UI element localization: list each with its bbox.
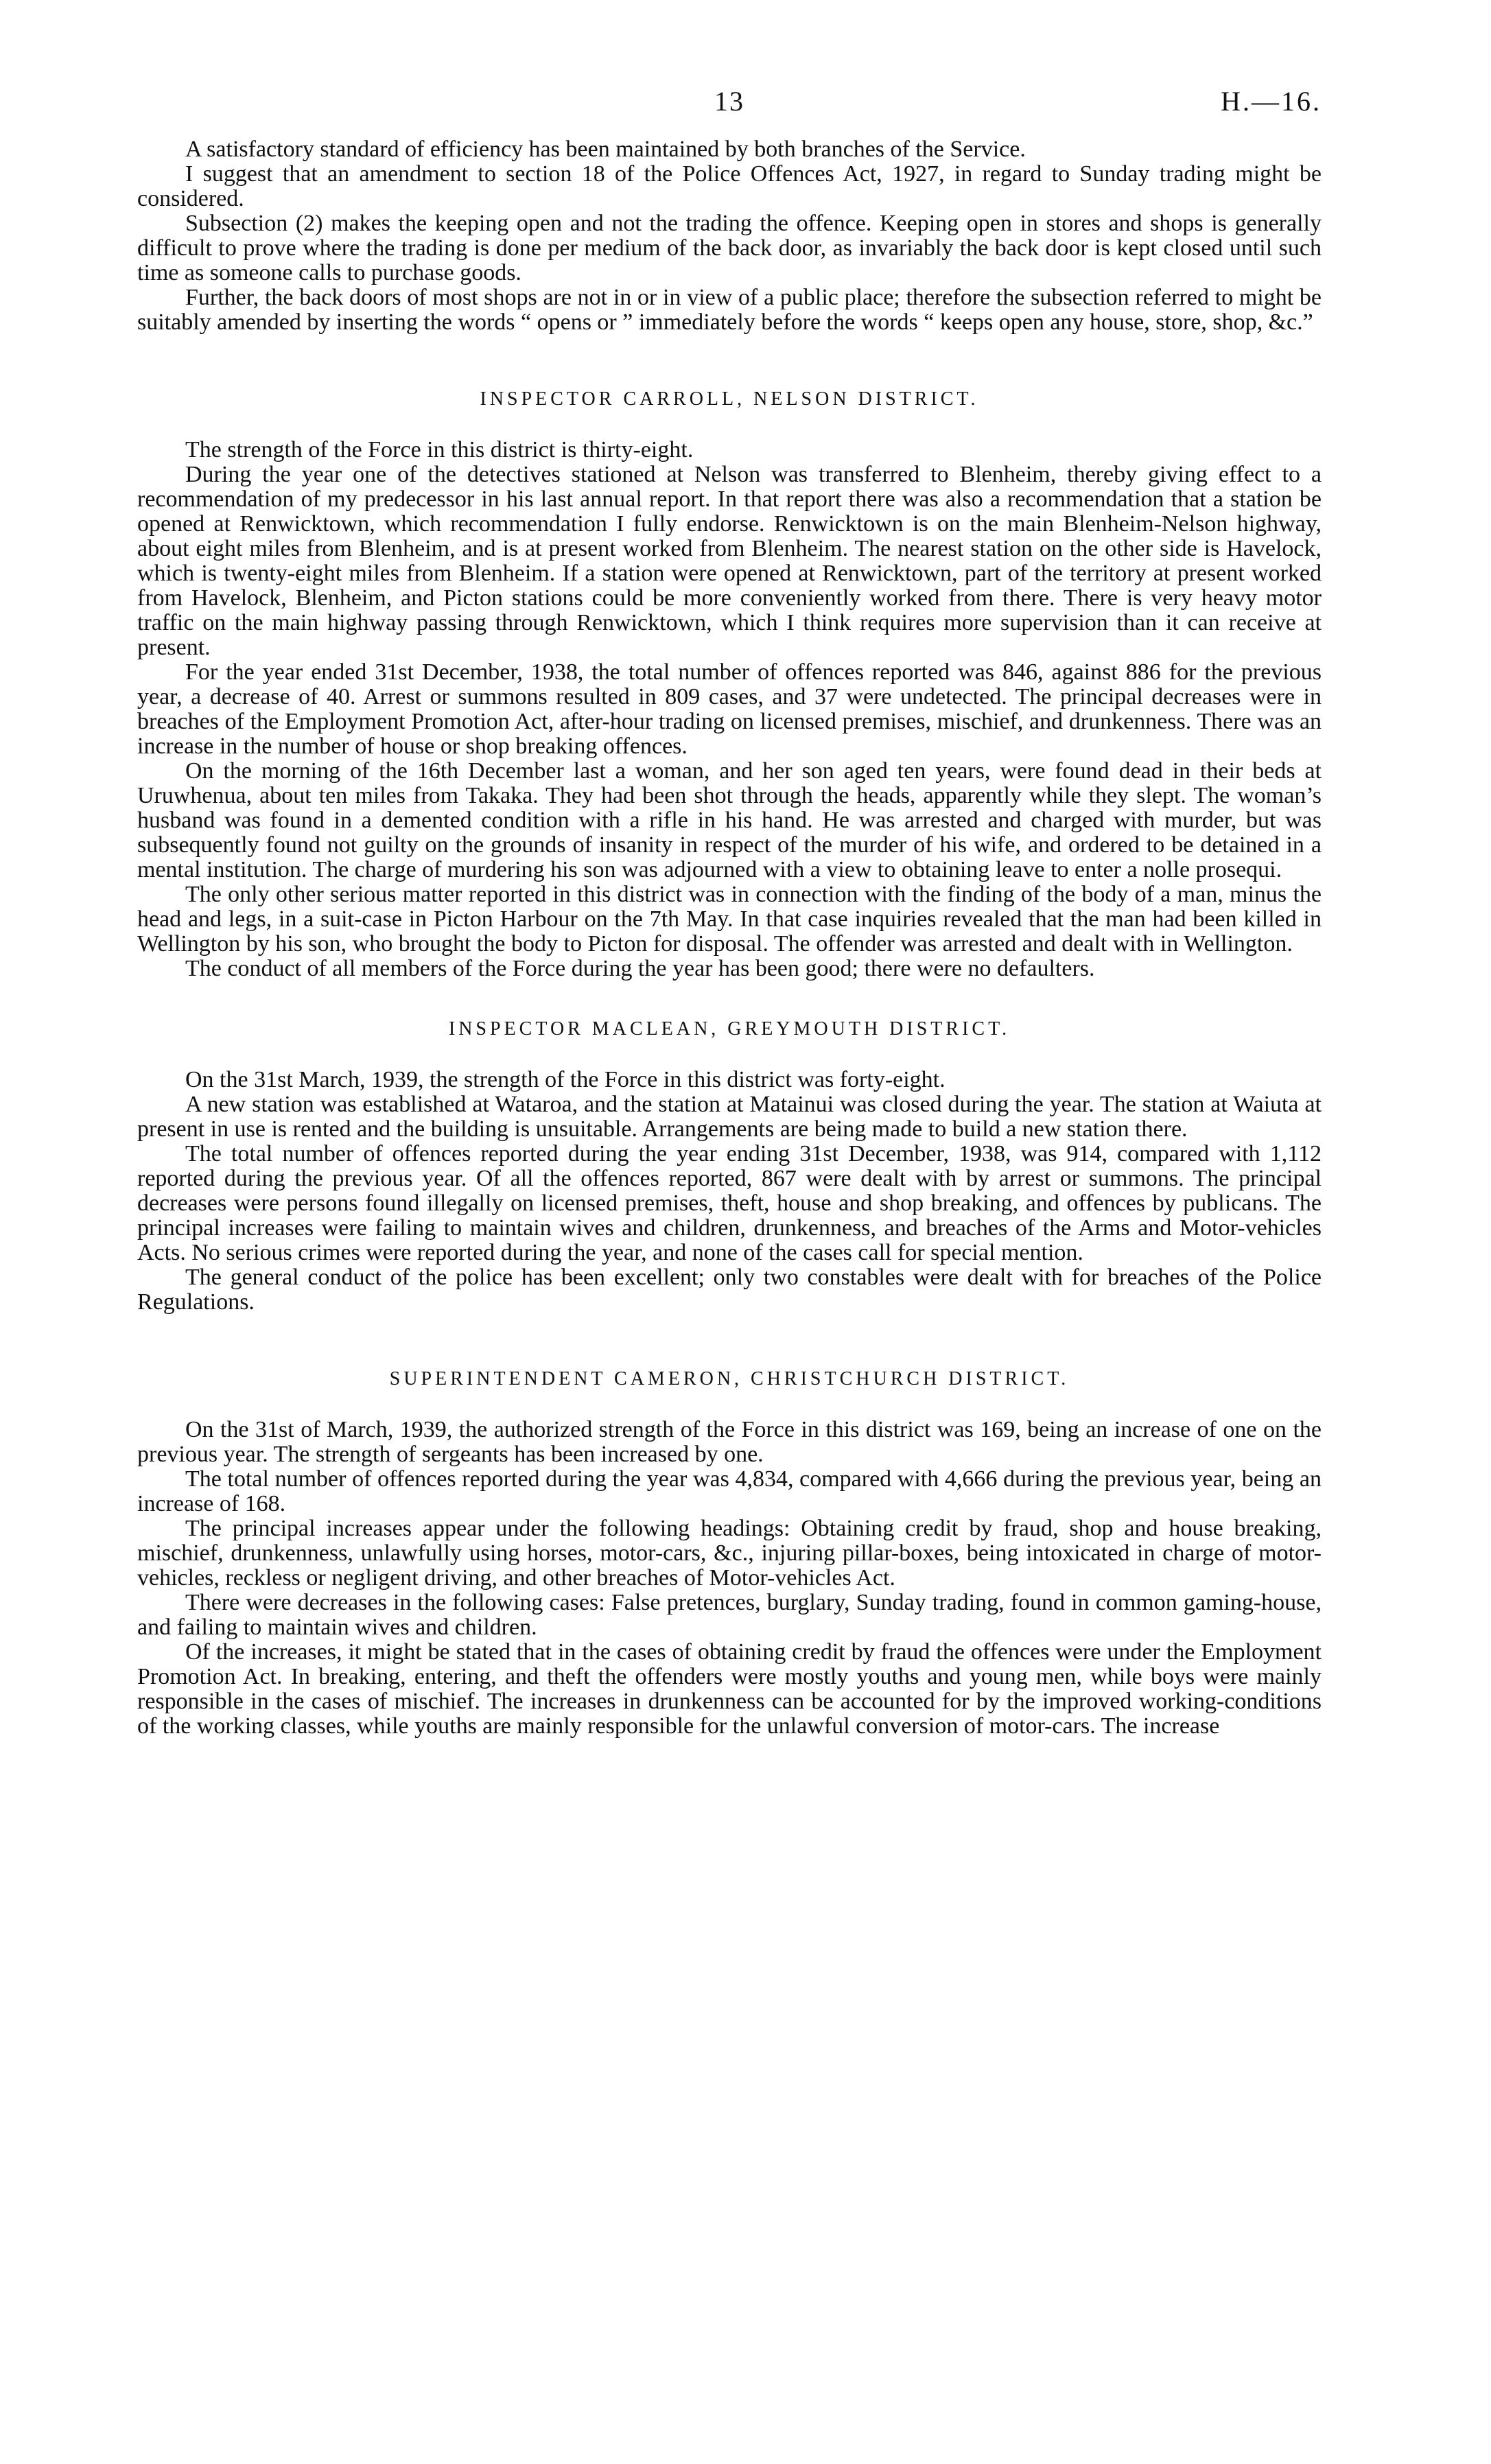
paragraph: Of the increases, it might be stated that in the cases of obtaining credit by fraud the offences were under the Employment Promotion Act. In breaking, entering, and theft the offenders were mostly youths and young men, while boys were mainly responsible in the cases of mischief. The increases in drunkenness can be accounted for by the improved working-conditions of the working classes, while youths are mainly responsible for the unlawful conversion of motor-cars. The increase bbox=[137, 1639, 1322, 1739]
paragraph: The strength of the Force in this district is thirty-eight. bbox=[185, 437, 694, 462]
paragraph: During the year one of the detectives stationed at Nelson was transferred to Blenheim, thereby giving effect to a recommendation of my predecessor in his last annual report. In that report there was also a recommendation that a station be opened at Renwicktown, which recommendation I fully endorse. Renwicktown is on the main Blenheim-Nelson highway, about eight miles from Blenheim, and is at present worked from Blenheim. The nearest station on the other side is Havelock, which is twenty-eight miles from Blenheim. If a station were opened at Renwicktown, part of the territory at present worked from Havelock, Blenheim, and Picton stations could be more conveniently worked from there. There is very heavy motor traffic on the main highway passing through Renwicktown, which I think requires more supervision than it can receive at present. bbox=[137, 462, 1322, 660]
paragraph: Further, the back doors of most shops are not in or in view of a public place; therefore the subsection referred to might be suitably amended by inserting the words “ opens or ” immediately before the words “ keeps open any house, store, shop, &c.” bbox=[137, 285, 1322, 335]
section-heading: INSPECTOR MACLEAN, GREYMOUTH DISTRICT. bbox=[448, 1018, 1011, 1040]
section-christchurch-district bbox=[137, 1367, 1322, 1739]
document-reference: H.—16. bbox=[1221, 86, 1322, 117]
intro-section bbox=[137, 137, 1322, 335]
section-nelson-district bbox=[137, 387, 1322, 981]
paragraph: The general conduct of the police has been excellent; only two constables were dealt with for breaches of the Police Regulations. bbox=[137, 1265, 1322, 1315]
paragraph: A new station was established at Wataroa, and the station at Matainui was closed during the year. The station at Waiuta at present in use is rented and the building is unsuitable. Arrangements are being made to build a new station there. bbox=[137, 1092, 1322, 1142]
paragraph: On the 31st of March, 1939, the authorized strength of the Force in this district was 169, being an increase of one on the previous year. The strength of sergeants has been increased by one. bbox=[137, 1417, 1322, 1467]
page-number: 13 bbox=[714, 86, 744, 117]
document-page bbox=[137, 86, 1322, 1739]
paragraph: A satisfactory standard of efficiency has been maintained by both branches of the Service. bbox=[185, 137, 1026, 162]
paragraph: For the year ended 31st December, 1938, the total number of offences reported was 846, against 886 for the previous year, a decrease of 40. Arrest or summons resulted in 809 cases, and 37 were undetected. The principal decreases were in breaches of the Employment Promotion Act, after-hour trading on licensed premises, mischief, and drunkenness. There was an increase in the number of house or shop breaking offences. bbox=[137, 659, 1322, 759]
paragraph: On the 31st March, 1939, the strength of the Force in this district was forty-eight. bbox=[185, 1067, 946, 1092]
paragraph: The total number of offences reported during the year ending 31st December, 1938, was 914, compared with 1,112 reported during the previous year. Of all the offences reported, 867 were dealt with by arrest or summons. The principal decreases were persons found illegally on licensed premises, theft, house and shop breaking, and offences by publicans. The principal increases were failing to maintain wives and children, drunkenness, and breaches of the Arms and Motor-vehicles Acts. No serious crimes were reported during the year, and none of the cases call for special mention. bbox=[137, 1141, 1322, 1265]
section-greymouth-district bbox=[137, 1017, 1322, 1315]
paragraph: The conduct of all members of the Force during the year has been good; there were no defaulters. bbox=[185, 956, 1095, 981]
paragraph: On the morning of the 16th December last a woman, and her son aged ten years, were found dead in their beds at Uruwhenua, about ten miles from Takaka. They had been shot through the heads, apparently while they slept. The woman’s husband was found in a demented condition with a rifle in his hand. He was arrested and charged with murder, but was subsequently found not guilty on the grounds of insanity in respect of the murder of his wife, and ordered to be detained in a mental institution. The charge of murdering his son was adjourned with a view to obtaining leave to enter a nolle prosequi. bbox=[137, 758, 1322, 882]
page-header bbox=[137, 86, 1322, 137]
section-heading: INSPECTOR CARROLL, NELSON DISTRICT. bbox=[480, 388, 979, 410]
paragraph: Subsection (2) makes the keeping open and not the trading the offence. Keeping open in stores and shops is generally difficult to prove where the trading is done per medium of the back door, as invariably the back door is kept closed until such time as someone calls to purchase goods. bbox=[137, 211, 1322, 285]
section-heading: SUPERINTENDENT CAMERON, CHRISTCHURCH DISTRICT. bbox=[389, 1368, 1070, 1389]
paragraph: There were decreases in the following cases: False pretences, burglary, Sunday trading, found in common gaming-house, and failing to maintain wives and children. bbox=[137, 1590, 1322, 1640]
paragraph: The only other serious matter reported in this district was in connection with the finding of the body of a man, minus the head and legs, in a suit-case in Picton Harbour on the 7th May. In that case inquiries revealed that the man had been killed in Wellington by his son, who brought the body to Picton for disposal. The offender was arrested and dealt with in Wellington. bbox=[137, 882, 1322, 957]
paragraph: I suggest that an amendment to section 18 of the Police Offences Act, 1927, in regard to Sunday trading might be considered. bbox=[137, 161, 1322, 211]
paragraph: The total number of offences reported during the year was 4,834, compared with 4,666 during the previous year, being an increase of 168. bbox=[137, 1466, 1322, 1516]
paragraph: The principal increases appear under the following headings: Obtaining credit by fraud, shop and house breaking, mischief, drunkenness, unlawfully using horses, motor-cars, &c., injuring pillar-boxes, being intoxicated in charge of motor-vehicles, reckless or negligent driving, and other breaches of Motor-vehicles Act. bbox=[137, 1516, 1322, 1591]
